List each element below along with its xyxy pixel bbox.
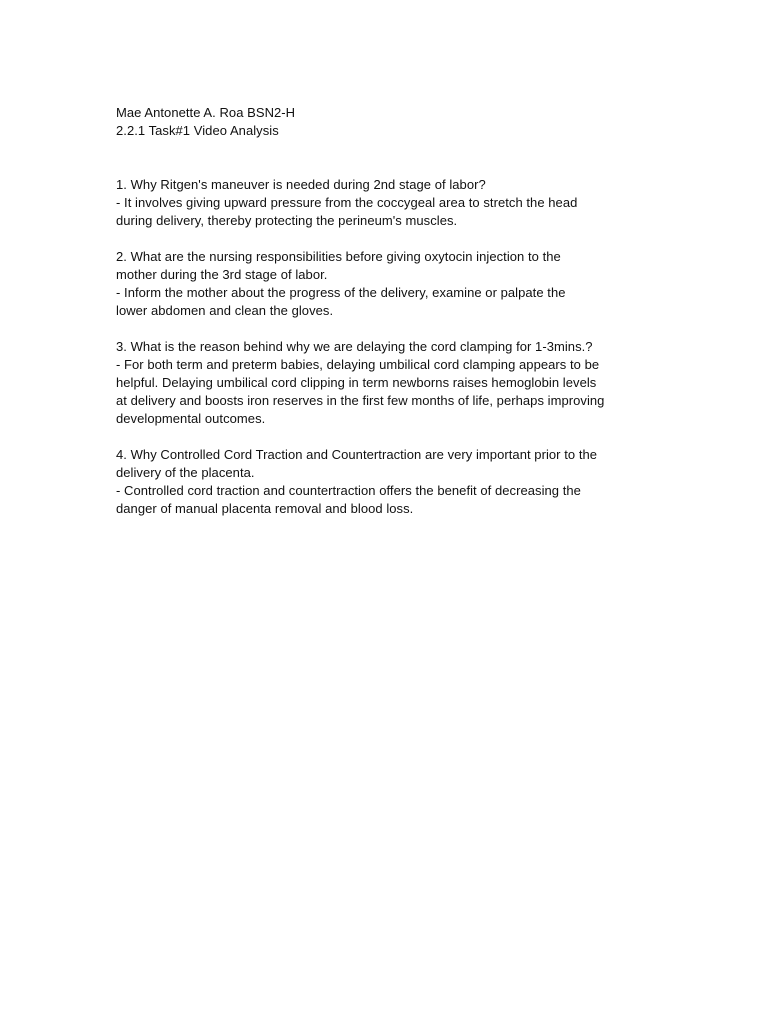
question-text: 2. What are the nursing responsibilities before giving oxytocin injection to the [116, 249, 561, 264]
answer-text: - It involves giving upward pressure from the coccygeal area to stretch the head [116, 195, 578, 210]
author-line: Mae Antonette A. Roa BSN2-H [116, 105, 296, 120]
question-1 [116, 176, 661, 230]
answer-text: lower abdomen and clean the gloves. [116, 303, 334, 318]
answer-text: developmental outcomes. [116, 411, 266, 426]
answer-text: - For both term and preterm babies, delaying umbilical cord clamping appears to be [116, 357, 600, 372]
question-3 [116, 338, 661, 428]
question-text: 4. Why Controlled Cord Traction and Countertraction are very important prior to the [116, 447, 598, 462]
answer-text: helpful. Delaying umbilical cord clipping in term newborns raises hemoglobin levels [116, 375, 597, 390]
answer-text: - Controlled cord traction and countertraction offers the benefit of decreasing the [116, 483, 581, 498]
question-text: mother during the 3rd stage of labor. [116, 267, 328, 282]
question-text: delivery of the placenta. [116, 465, 255, 480]
document-header [116, 104, 661, 140]
question-2 [116, 248, 661, 320]
answer-text: danger of manual placenta removal and blood loss. [116, 501, 414, 516]
answer-text: - Inform the mother about the progress of the delivery, examine or palpate the [116, 285, 566, 300]
document-body [116, 104, 661, 536]
task-title: 2.2.1 Task#1 Video Analysis [116, 123, 279, 138]
question-4 [116, 446, 661, 518]
question-text: 1. Why Ritgen's maneuver is needed during 2nd stage of labor? [116, 177, 486, 192]
answer-text: during delivery, thereby protecting the perineum's muscles. [116, 213, 458, 228]
answer-text: at delivery and boosts iron reserves in the first few months of life, perhaps improving [116, 393, 605, 408]
question-text: 3. What is the reason behind why we are delaying the cord clamping for 1-3mins.? [116, 339, 593, 354]
